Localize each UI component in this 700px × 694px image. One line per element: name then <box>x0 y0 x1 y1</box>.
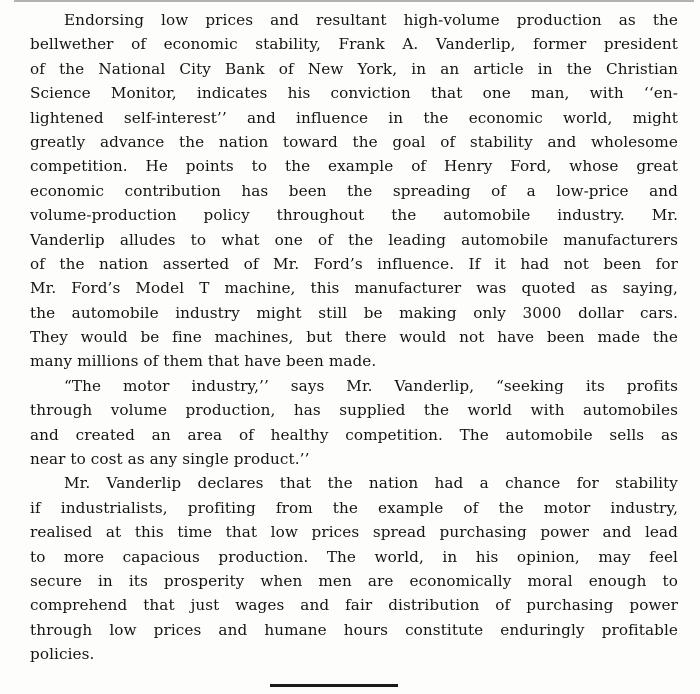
text-line: policies. <box>30 645 95 664</box>
text-line: Science Monitor, indicates his conviction that one man, with ‘‘en- <box>30 84 678 103</box>
text-line: greatly advance the nation toward the goal of stability and wholesome <box>30 132 678 151</box>
text-line: Mr. Ford’s Model T machine, this manufacturer was quoted as saying, <box>30 279 678 298</box>
text-line: volume-production policy throughout the automobile industry. Mr. <box>30 206 678 225</box>
top-rule <box>14 0 694 8</box>
text-line: near to cost as any single product.’’ <box>30 450 310 469</box>
text-line: Mr. Vanderlip declares that the nation had a chance for stability <box>64 474 678 493</box>
text-line: to more capacious production. The world, in his opinion, may feel <box>30 547 678 566</box>
text-line: “The motor industry,’’ says Mr. Vanderlip, “seeking its profits <box>64 376 678 395</box>
article-body <box>30 8 678 667</box>
text-line: Vanderlip alludes to what one of the leading automobile manufacturers <box>30 230 678 249</box>
text-line: of the nation asserted of Mr. Ford’s influence. If it had not been for <box>30 254 678 273</box>
text-line: economic contribution has been the spreading of a low-price and <box>30 181 678 200</box>
text-line: lightened self-interest’’ and influence in the economic world, might <box>30 108 678 127</box>
text-line: Endorsing low prices and resultant high-volume production as the <box>64 11 678 29</box>
text-line: They would be fine machines, but there would not have been made the <box>30 328 678 347</box>
text-line: many millions of them that have been made. <box>30 352 377 371</box>
text-line: comprehend that just wages and fair distribution of purchasing power <box>30 596 678 615</box>
text-line: and created an area of healthy competition. The automobile sells as <box>30 425 678 444</box>
text-line: if industrialists, profiting from the example of the motor industry, <box>30 498 678 517</box>
text-line: competition. He points to the example of Henry Ford, whose great <box>30 157 678 176</box>
paragraph-stability-declaration <box>30 471 678 666</box>
text-line: secure in its prosperity when men are economically moral enough to <box>30 571 678 590</box>
text-line: realised at this time that low prices spread purchasing power and lead <box>30 523 678 542</box>
bottom-rule <box>270 684 398 687</box>
paragraph-vanderlip-ford <box>30 8 678 374</box>
text-line: the automobile industry might still be making only 3000 dollar cars. <box>30 303 678 322</box>
text-line: of the National City Bank of New York, in an article in the Christian <box>30 59 678 78</box>
paragraph-motor-industry-quote <box>30 374 678 472</box>
text-line: through volume production, has supplied the world with automobiles <box>30 401 678 420</box>
text-line: through low prices and humane hours constitute enduringly profitable <box>30 620 678 639</box>
text-line: bellwether of economic stability, Frank A. Vanderlip, former president <box>30 35 678 54</box>
